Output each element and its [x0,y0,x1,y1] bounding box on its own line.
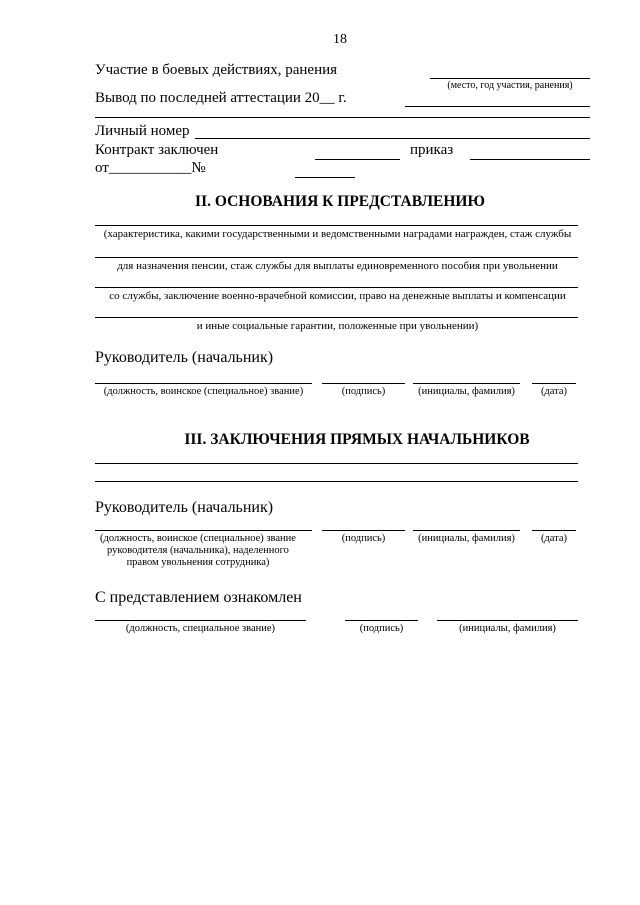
grounds-fill-line [95,257,578,258]
date-caption: (дата) [540,533,568,544]
name-caption: (инициалы, фамилия) [418,386,515,397]
attestation-extra-fill-line [95,117,590,118]
attestation-fill-line [405,106,590,107]
grounds-fill-line [95,225,578,226]
personal-number-fill-line [195,138,590,139]
name-caption: (инициалы, фамилия) [418,533,515,544]
date-caption: (дата) [540,386,568,397]
signature-fill-line [322,383,405,384]
name-fill-line [413,530,520,531]
order-number-fill-line [295,177,355,178]
position-caption-line: (должность, воинское (специальное) звание [100,533,296,544]
combat-participation-fill-line [430,78,590,79]
personal-number-label: Личный номер [95,123,190,139]
attestation-label: Вывод по последней аттестации 20__ г. [95,90,347,106]
position-fill-line [95,383,312,384]
from-number-label: от___________№ [95,160,206,176]
grounds-fill-line [95,287,578,288]
order-fill-line [470,159,590,160]
contract-fill-line [315,159,400,160]
order-label: приказ [410,142,454,158]
section-3-head-label: Руководитель (начальник) [95,499,274,516]
grounds-caption: и иные социальные гарантии, положенные при увольнении) [196,320,479,332]
position-caption: (должность, воинское (специальное) звание) [103,386,304,397]
section-2-heading: II. ОСНОВАНИЯ К ПРЕДСТАВЛЕНИЮ [195,193,485,210]
grounds-caption: (характеристика, какими государственными и ведомственными наградами награжден, стаж службы [103,228,572,240]
combat-participation-caption: (место, год участия, ранения) [447,80,573,91]
signature-fill-line [345,620,418,621]
grounds-fill-line [95,317,578,318]
section-3-heading: III. ЗАКЛЮЧЕНИЯ ПРЯМЫХ НАЧАЛЬНИКОВ [184,431,530,448]
signature-caption: (подпись) [359,623,404,634]
position-caption [92,533,304,569]
conclusion-fill-line [95,481,578,482]
position-fill-line [95,620,306,621]
acknowledgement-label: С представлением ознакомлен [95,589,302,606]
signature-caption: (подпись) [341,533,386,544]
signature-fill-line [322,530,405,531]
combat-participation-label: Участие в боевых действиях, ранения [95,62,338,78]
date-fill-line [532,383,576,384]
grounds-caption: для назначения пенсии, стаж службы для выплаты единовременного пособия при увольнении [117,260,558,272]
contract-label: Контракт заключен [95,142,219,158]
date-fill-line [532,530,576,531]
name-fill-line [437,620,578,621]
page-number: 18 [333,32,347,47]
position-caption-line: руководителя (начальника), наделенного [107,545,289,556]
section-2-head-label: Руководитель (начальник) [95,349,274,366]
position-fill-line [95,530,312,531]
name-caption: (инициалы, фамилия) [459,623,556,634]
signature-caption: (подпись) [341,386,386,397]
grounds-caption: со службы, заключение военно-врачебной комиссии, право на денежные выплаты и компенсации [109,290,566,302]
name-fill-line [413,383,520,384]
conclusion-fill-line [95,463,578,464]
position-caption-line: правом увольнения сотрудника) [126,557,270,568]
position-caption: (должность, специальное звание) [125,623,276,634]
